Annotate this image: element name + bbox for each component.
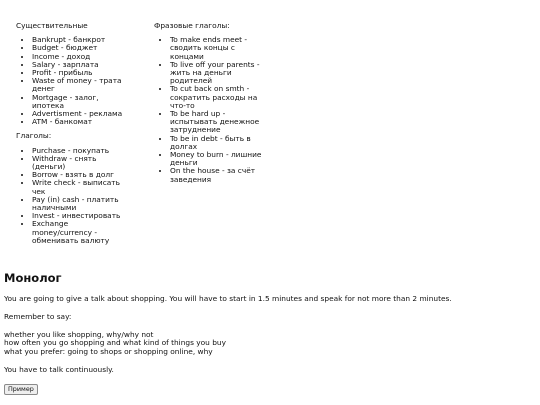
list-item: • Purchase - покупать bbox=[32, 147, 126, 155]
nouns-heading: Существительные bbox=[16, 21, 88, 30]
verbs-list bbox=[16, 147, 126, 245]
task-intro: You are going to give a talk about shopping. You will have to start in 1.5 minutes and speak for not more than 2 minutes. bbox=[4, 294, 452, 303]
list-item: • Waste of money - трата денег bbox=[32, 77, 126, 93]
talking-point: whether you like shopping, why/why not bbox=[4, 329, 154, 339]
list-item: • Money to burn - лишние деньги bbox=[170, 151, 264, 167]
list-item: • To be in debt - быть в долгах bbox=[170, 135, 264, 151]
phrasal-verbs-heading: Фразовые глаголы: bbox=[154, 21, 230, 30]
talking-point: how often you go shopping and what kind of things you buy bbox=[4, 338, 226, 348]
list-item: • To cut back on smth - сократить расходы на что-то bbox=[170, 85, 264, 110]
list-item: • ATM - банкомат bbox=[32, 118, 126, 126]
list-item: • To be hard up - испытывать денежное затруднение bbox=[170, 110, 264, 135]
list-item: • To live off your parents - жить на деньги родителей bbox=[170, 61, 264, 86]
closing-instruction: You have to talk continuously. bbox=[4, 364, 114, 374]
list-item: • Pay (in) cash - платить наличными bbox=[32, 196, 126, 212]
list-item: • Withdraw - снять (деньги) bbox=[32, 155, 126, 171]
list-item: • To make ends meet - сводить концы с концами bbox=[170, 36, 264, 61]
list-item: • Exchange money/currency - обменивать валюту bbox=[32, 220, 126, 245]
list-item: • Profit - прибыль bbox=[32, 69, 126, 77]
list-item: • Mortgage - залог, ипотека bbox=[32, 94, 126, 110]
vocabulary-right-column bbox=[154, 22, 264, 190]
list-item: • Advertisment - реклама bbox=[32, 110, 126, 118]
talking-point: what you prefer: going to shops or shopping online, why bbox=[4, 347, 213, 357]
list-item: • On the house - за счёт заведения bbox=[170, 167, 264, 183]
nouns-list bbox=[16, 36, 126, 126]
verbs-heading: Глаголы: bbox=[16, 131, 52, 141]
talking-points bbox=[4, 331, 534, 357]
remember-label: Remember to say: bbox=[4, 311, 72, 321]
monolog-section bbox=[4, 271, 534, 395]
list-item: • Bankrupt - банкрот bbox=[32, 36, 126, 44]
list-item: • Budget - бюджет bbox=[32, 44, 126, 52]
list-item: • Income - доход bbox=[32, 53, 126, 61]
vocabulary-left-column bbox=[16, 22, 126, 251]
list-item: • Salary - зарплата bbox=[32, 61, 126, 69]
monolog-title: Монолог bbox=[4, 271, 62, 285]
example-button[interactable]: Пример bbox=[4, 384, 38, 395]
list-item: • Invest - инвестировать bbox=[32, 212, 126, 220]
phrasal-verbs-list bbox=[154, 36, 264, 184]
list-item: • Borrow - взять в долг bbox=[32, 171, 126, 179]
list-item: • Write check - выписать чек bbox=[32, 179, 126, 195]
